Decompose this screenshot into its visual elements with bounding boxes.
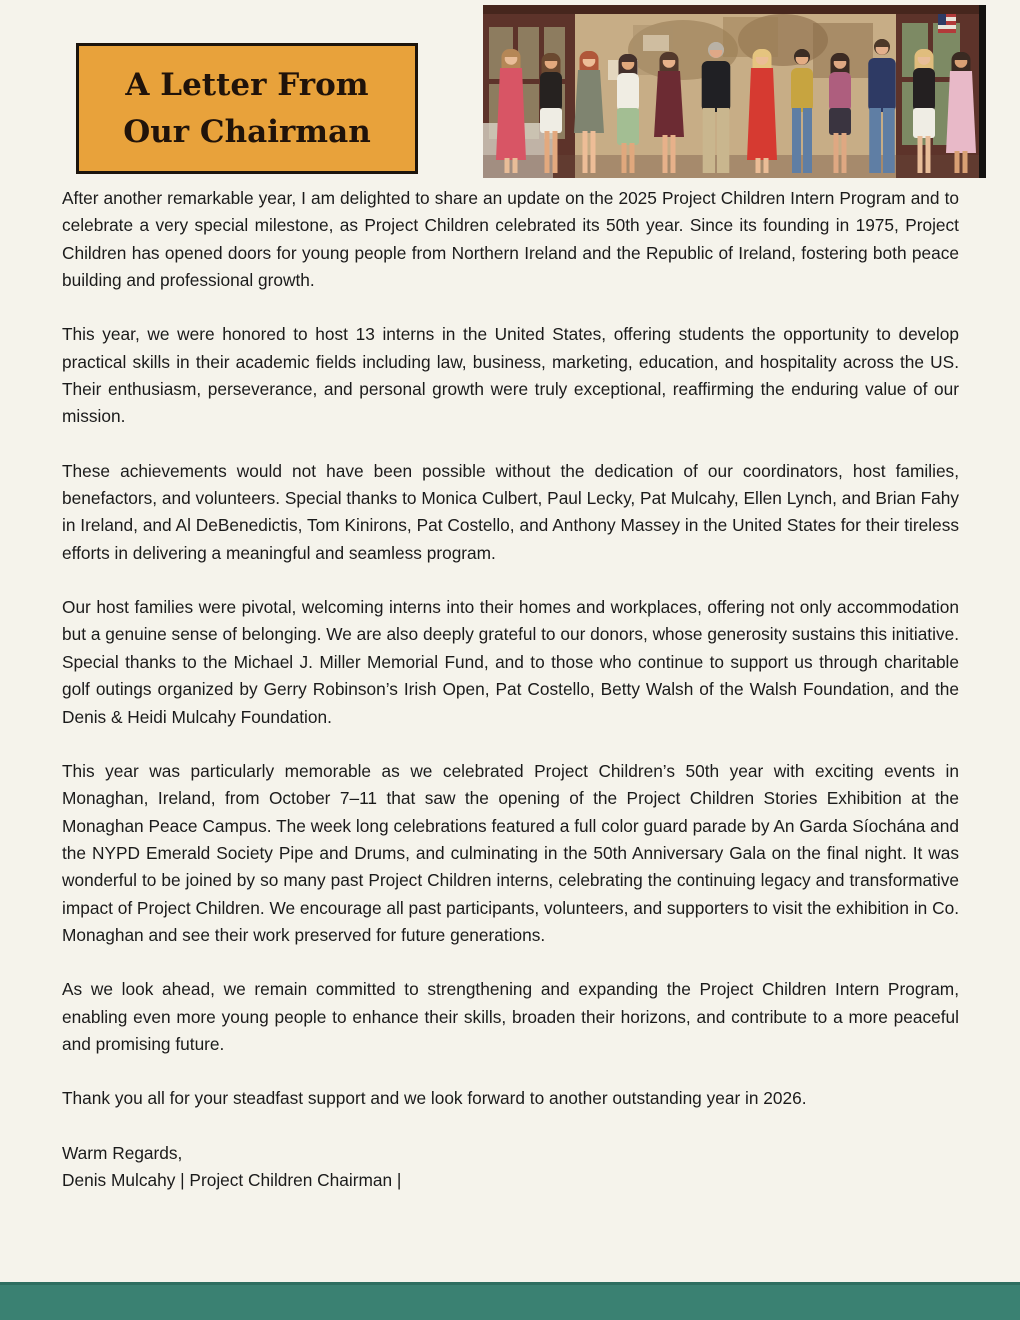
page-title-line-1: A Letter From	[125, 66, 369, 103]
paragraph: Our host families were pivotal, welcoming interns into their homes and workplaces, offering not only accommodation but a genuine sense of belonging. We are also deeply grateful to our donors, whose generosity sustains this initiative. Special thanks to the Michael J. Miller Memorial Fund, and to those who continue to support us through charitable golf outings organized by Gerry Robinson’s Irish Open, Pat Costello, Betty Walsh of the Walsh Foundation, and the Denis & Heidi Mulcahy Foundation.	[62, 597, 959, 727]
closing-signature	[62, 1140, 959, 1195]
closing-regards: Warm Regards,	[62, 1142, 183, 1163]
paragraph: Thank you all for your steadfast support and we look forward to another outstanding year in 2026.	[62, 1088, 807, 1109]
paragraph: After another remarkable year, I am delighted to share an update on the 2025 Project Children Intern Program and to celebrate a very special milestone, as Project Children celebrated its 50th year. Since its founding in 1975, Project Children has opened doors for young people from Northern Ireland and the Republic of Ireland, fostering both peace building and professional growth.	[62, 188, 959, 291]
footer-band	[0, 1282, 1020, 1320]
paragraph: As we look ahead, we remain committed to strengthening and expanding the Project Children Intern Program, enabling even more young people to enhance their skills, broaden their horizons, and contribute to a more peaceful and promising future.	[62, 979, 959, 1054]
group-photo-svg	[483, 5, 986, 178]
closing-name-title: Denis Mulcahy | Project Children Chairman |	[62, 1169, 402, 1190]
letter-body	[62, 185, 959, 1194]
page-title-line-2: Our Chairman	[123, 113, 371, 150]
paragraph: This year was particularly memorable as we celebrated Project Children’s 50th year with exciting events in Monaghan, Ireland, from October 7–11 that saw the opening of the Project Children Stories Exhibition at the Monaghan Peace Campus. The week long celebrations featured a full color guard parade by An Garda Síochána and the NYPD Emerald Society Pipe and Drums, and culminating in the 50th Anniversary Gala on the final night. It was wonderful to be joined by so many past Project Children interns, celebrating the continuing legacy and transformative impact of Project Children. We encourage all past participants, volunteers, and supporters to visit the exhibition in Co. Monaghan and see their work preserved for future generations.	[62, 760, 959, 945]
paragraph: This year, we were honored to host 13 interns in the United States, offering students the opportunity to develop practical skills in their academic fields including law, business, marketing, education, and hospitality across the US. Their enthusiasm, perseverance, and personal growth were truly exceptional, reaffirming the enduring value of our mission.	[62, 324, 959, 427]
group-photo	[483, 5, 986, 178]
title-box	[76, 43, 418, 174]
paragraph: These achievements would not have been possible without the dedication of our coordinators, host families, benefactors, and volunteers. Special thanks to Monica Culbert, Paul Lecky, Pat Mulcahy, Ellen Lynch, and Brian Fahy in Ireland, and Al DeBenedictis, Tom Kinirons, Pat Costello, and Anthony Massey in the United States for their tireless efforts in delivering a meaningful and seamless program.	[62, 460, 959, 563]
flag-icon	[938, 13, 956, 33]
